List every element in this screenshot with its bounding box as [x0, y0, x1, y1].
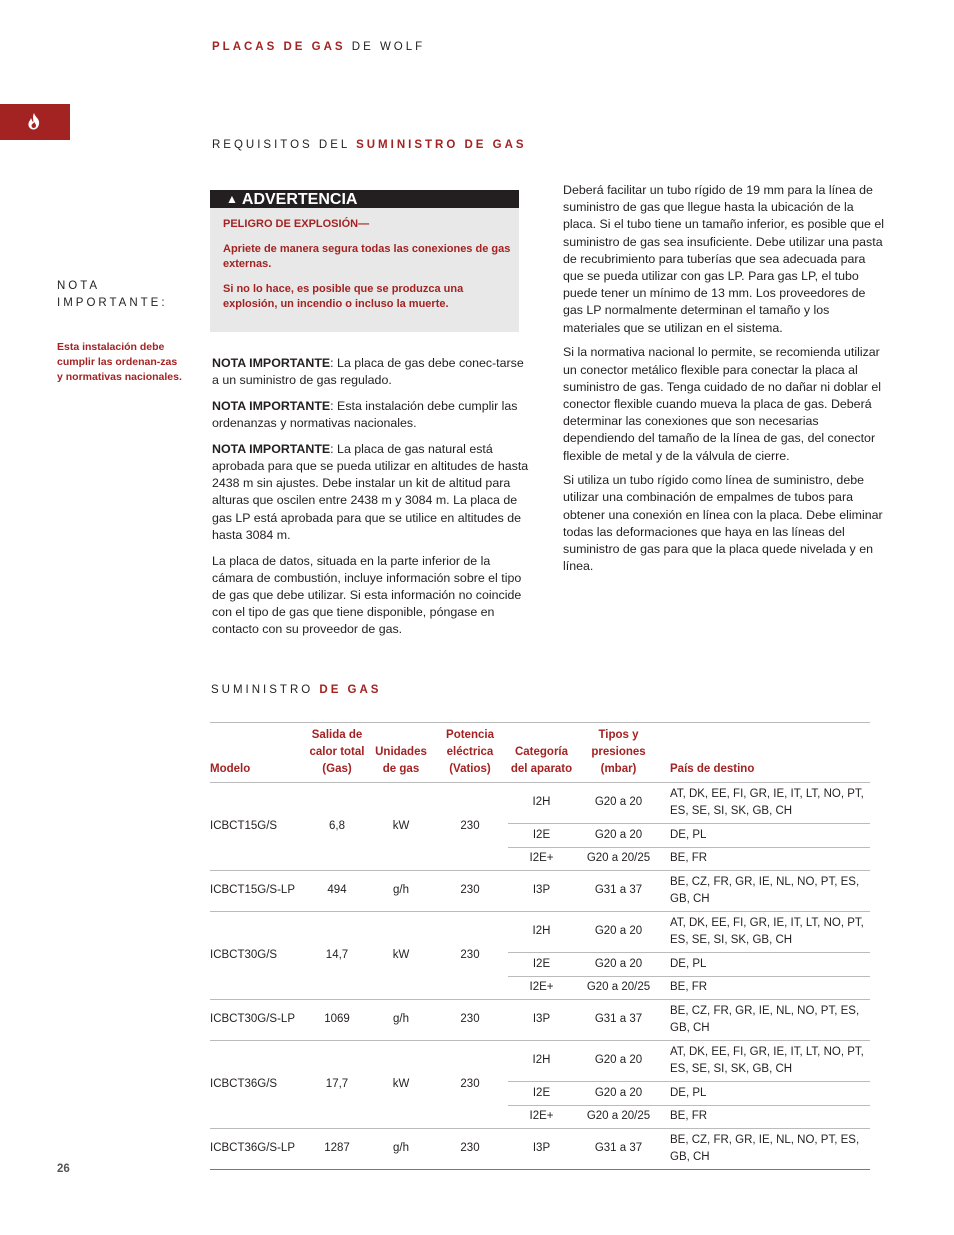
units-cell: g/h: [370, 871, 432, 912]
table-row: [210, 871, 870, 912]
category-cell: I2E+: [508, 847, 575, 871]
header-pressures: Tipos y presiones (mbar): [575, 723, 662, 783]
pressure-cell: G31 a 37: [575, 1129, 662, 1170]
warning-line-2: Apriete de manera segura todas las conexiones de gas externas.: [223, 242, 511, 270]
flame-icon: [27, 113, 41, 130]
output-cell: 14,7: [304, 912, 370, 1000]
output-cell: 17,7: [304, 1041, 370, 1129]
flexible-connector-paragraph: Si la normativa nacional lo permite, se recomienda utilizar un conector metálico flexible para conectar la placa al suministro de gas. Tenga cuidado de no dañar ni doblar el conector flexible cuando mueva la placa de gas. Deberá determinar las conexiones que son necesarias dependiendo del tamaño de la línea de gas, del conector flexible de metal y de la válvula de cierre.: [563, 345, 882, 463]
category-cell: I2E: [508, 1082, 575, 1106]
model-cell: ICBCT30G/S-LP: [210, 1000, 304, 1041]
pressure-cell: G31 a 37: [575, 871, 662, 912]
note-paragraph-1: [212, 355, 532, 389]
header-brand: DE WOLF: [345, 41, 426, 53]
side-note-label: [57, 278, 168, 312]
country-cell: BE, FR: [662, 1105, 870, 1129]
category-cell: I2E+: [508, 976, 575, 1000]
units-cell: kW: [370, 912, 432, 1000]
category-cell: I2E: [508, 824, 575, 848]
table-row: [210, 783, 870, 824]
header-country: País de destino: [662, 723, 870, 783]
country-cell: BE, FR: [662, 976, 870, 1000]
table-header-row: [210, 723, 870, 783]
pressure-cell: G20 a 20/25: [575, 1105, 662, 1129]
pressure-cell: G20 a 20: [575, 1082, 662, 1106]
output-cell: 1287: [304, 1129, 370, 1170]
note-text: : Esta instalación debe cumplir las ordenanzas y normativas nacionales.: [212, 398, 518, 431]
pipe-fittings-paragraph: Si utiliza un tubo rígido como línea de suministro, debe utilizar una combinación de empalmes de tubos para obtener una conexión en línea con la placa. Debe eliminar todas las deformaciones que haya en las líneas del suministro de gas para que la placa quede nivelada y en línea.: [563, 473, 883, 574]
table-row: [210, 1041, 870, 1082]
supply-title-red: DE GAS: [319, 684, 382, 696]
country-cell: AT, DK, EE, FI, GR, IE, IT, LT, NO, PT, ES, SE, SI, SK, GB, CH: [662, 783, 870, 824]
header-units: Unidades de gas: [370, 723, 432, 783]
header-model: Modelo: [210, 723, 304, 783]
section-title-red: SUMINISTRO DE GAS: [356, 139, 527, 151]
side-note-line2: IMPORTANTE:: [57, 297, 168, 309]
units-cell: kW: [370, 1041, 432, 1129]
pressure-cell: G20 a 20: [575, 783, 662, 824]
country-cell: BE, CZ, FR, GR, IE, NL, NO, PT, ES, GB, CH: [662, 1000, 870, 1041]
rigid-pipe-paragraph: Deberá facilitar un tubo rígido de 19 mm para la línea de suministro de gas que llegue hasta la ubicación de la placa. Si el tubo tiene un tamaño inferior, es posible que el suministro de gas sea insuficiente. Debe utilizar una pasta de recubrimiento para tuberías que sea adecuada para que se pueda utilizar con gas LP. Para gas LP, el tubo puede tener un mínimo de 13 mm. Los proveedores de gas LP normalmente determinan el tamaño y los materiales que se utilizan en el sistema.: [563, 183, 884, 335]
table-row: [210, 1000, 870, 1041]
warning-title: ADVERTENCIA: [241, 191, 358, 208]
power-cell: 230: [432, 871, 508, 912]
header-category: Categoría del aparato: [508, 723, 575, 783]
output-cell: 494: [304, 871, 370, 912]
running-header: [212, 41, 425, 53]
pressure-cell: G20 a 20: [575, 1041, 662, 1082]
country-cell: BE, CZ, FR, GR, IE, NL, NO, PT, ES, GB, CH: [662, 1129, 870, 1170]
header-power: Potencia eléctrica (Vatios): [432, 723, 508, 783]
warning-body: [223, 217, 513, 322]
pressure-cell: G20 a 20: [575, 953, 662, 977]
warning-box: [210, 190, 519, 332]
country-cell: BE, CZ, FR, GR, IE, NL, NO, PT, ES, GB, CH: [662, 871, 870, 912]
note-text: : La placa de gas debe conec-tarse a un suministro de gas regulado.: [212, 356, 524, 388]
units-cell: g/h: [370, 1000, 432, 1041]
table-body: [210, 783, 870, 1170]
country-cell: DE, PL: [662, 1082, 870, 1106]
warning-header: [210, 190, 519, 208]
power-cell: 230: [432, 1041, 508, 1129]
model-cell: ICBCT36G/S: [210, 1041, 304, 1129]
header-output: Salida de calor total (Gas): [304, 723, 370, 783]
pressure-cell: G20 a 20/25: [575, 976, 662, 1000]
gas-supply-table: [210, 722, 870, 1170]
section-title-prefix: REQUISITOS DEL: [212, 139, 357, 151]
table-row: [210, 1129, 870, 1170]
category-cell: I2H: [508, 783, 575, 824]
warning-triangle-icon: ▲: [226, 192, 238, 206]
warning-line-3: Si no lo hace, es posible que se produzca una explosión, un incendio o incluso la muerte.: [223, 282, 464, 310]
units-cell: kW: [370, 783, 432, 871]
model-cell: ICBCT36G/S-LP: [210, 1129, 304, 1170]
warning-line-1: PELIGRO DE EXPLOSIÓN—: [223, 218, 370, 230]
right-column: [563, 182, 888, 583]
pressure-cell: G31 a 37: [575, 1000, 662, 1041]
section-title: [212, 139, 527, 151]
section-tab: [0, 104, 70, 140]
output-cell: 1069: [304, 1000, 370, 1041]
category-cell: I2H: [508, 1041, 575, 1082]
power-cell: 230: [432, 912, 508, 1000]
header-product: PLACAS DE GAS: [212, 41, 346, 53]
output-cell: 6,8: [304, 783, 370, 871]
power-cell: 230: [432, 1000, 508, 1041]
pressure-cell: G20 a 20/25: [575, 847, 662, 871]
supply-title-prefix: SUMINISTRO: [211, 684, 320, 696]
model-cell: ICBCT15G/S-LP: [210, 871, 304, 912]
model-cell: ICBCT15G/S: [210, 783, 304, 871]
country-cell: DE, PL: [662, 824, 870, 848]
note-label: NOTA IMPORTANTE: [212, 441, 331, 456]
country-cell: DE, PL: [662, 953, 870, 977]
power-cell: 230: [432, 783, 508, 871]
left-column: [212, 355, 532, 647]
category-cell: I3P: [508, 1129, 575, 1170]
category-cell: I2E+: [508, 1105, 575, 1129]
model-cell: ICBCT30G/S: [210, 912, 304, 1000]
pressure-cell: G20 a 20: [575, 912, 662, 953]
category-cell: I3P: [508, 1000, 575, 1041]
category-cell: I3P: [508, 871, 575, 912]
note-paragraph-2: [212, 398, 532, 432]
side-note-line1: NOTA: [57, 280, 101, 292]
supply-title: [211, 684, 381, 696]
data-plate-paragraph: La placa de datos, situada en la parte inferior de la cámara de combustión, incluye información sobre el tipo de gas que debe utilizar. Si esta información no coincide con el tipo de gas que tiene disponible, póngase en contacto con su proveedor de gas.: [212, 553, 522, 637]
country-cell: AT, DK, EE, FI, GR, IE, IT, LT, NO, PT, ES, SE, SI, SK, GB, CH: [662, 1041, 870, 1082]
side-note-text: Esta instalación debe cumplir las ordenan-zas y normativas nacionales.: [57, 341, 182, 383]
note-label: NOTA IMPORTANTE: [212, 356, 331, 370]
note-label: NOTA IMPORTANTE: [212, 398, 331, 413]
note-paragraph-3: [212, 441, 532, 544]
country-cell: AT, DK, EE, FI, GR, IE, IT, LT, NO, PT, ES, SE, SI, SK, GB, CH: [662, 912, 870, 953]
power-cell: 230: [432, 1129, 508, 1170]
category-cell: I2E: [508, 953, 575, 977]
category-cell: I2H: [508, 912, 575, 953]
units-cell: g/h: [370, 1129, 432, 1170]
note-text: : La placa de gas natural está aprobada para que se pueda utilizar en altitudes de hasta 2438 m sin ajustes. Debe instalar un kit de altitud para alturas que oscilen entre 2438 m y 3084 m. La placa de gas LP está aprobada para que se utilice en altitudes de hasta 3084 m.: [212, 441, 529, 542]
country-cell: BE, FR: [662, 847, 870, 871]
pressure-cell: G20 a 20: [575, 824, 662, 848]
table-row: [210, 912, 870, 953]
page-number: 26: [57, 1163, 70, 1175]
